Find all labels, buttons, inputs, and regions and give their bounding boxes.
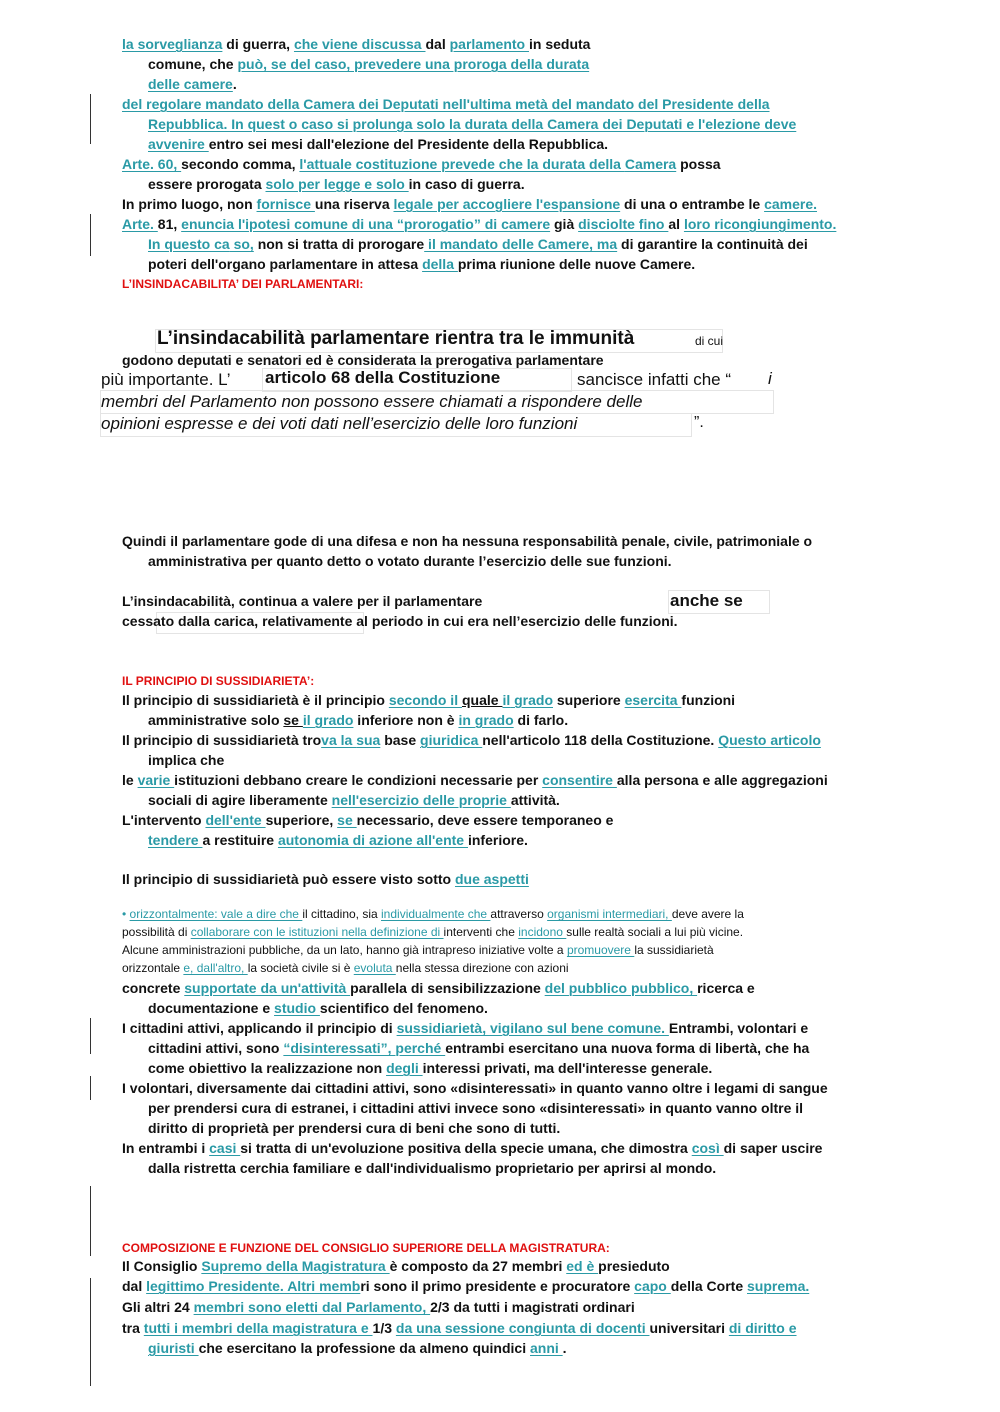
link-text[interactable]: del pubblico pubblico, [544, 980, 698, 996]
text-line [122, 1256, 670, 1276]
text: necessario, deve essere temporaneo e [356, 812, 614, 828]
text: anche se [670, 591, 743, 610]
link-text[interactable]: casi [209, 1140, 241, 1156]
text-line [148, 998, 488, 1018]
link-text[interactable]: così [691, 1140, 724, 1156]
link-text[interactable]: la sorveglianza [122, 36, 223, 52]
link-text[interactable]: individualmente che [381, 907, 491, 921]
text-line: diritto di proprietà per prendersi cura di beni che sono di tutti. [148, 1120, 561, 1136]
text: Il Consiglio [122, 1258, 202, 1274]
text-line: implica che [148, 752, 225, 768]
text-line [122, 1138, 822, 1158]
text: entrambi esercitano una nuova forma di libertà, che ha [445, 1040, 810, 1056]
text: superiore, [265, 812, 338, 828]
link-text[interactable]: ed è [566, 1258, 599, 1274]
link-text[interactable]: autonomia di azione all'ente [277, 832, 468, 848]
text: sociali di agire liberamente [148, 792, 332, 808]
text: essere prorogata [148, 176, 266, 192]
text-line [122, 959, 569, 977]
text: alla persona e alle aggregazioni [616, 772, 828, 788]
link-text[interactable]: so, [229, 236, 254, 252]
text-line: amministrativa per quanto detto o votato durante l’esercizio delle sue funzioni. [148, 553, 672, 569]
link-text[interactable]: anni [530, 1340, 563, 1356]
text-line [122, 810, 613, 830]
textbox-heading: L’insindacabilità parlamentare rientra tra le immunità [157, 328, 635, 349]
text: poteri dell'organo parlamentare in attesa [148, 256, 423, 272]
text-line [148, 74, 237, 94]
link-text[interactable]: evoluta [353, 961, 396, 975]
text: parallela di sensibilizzazione [350, 980, 545, 996]
link-text[interactable]: dell'ente [205, 812, 266, 828]
text: il cittadino, sia [302, 907, 382, 921]
link-text[interactable]: Supremo della Magistratura [201, 1258, 390, 1274]
text: secondo comma, [181, 156, 300, 172]
text: della Corte [670, 1278, 747, 1294]
text: funzioni [681, 692, 736, 708]
text-line [122, 214, 836, 234]
text-line [122, 194, 817, 214]
text: come obiettivo la realizzazione non [148, 1060, 387, 1076]
text-line [122, 1297, 635, 1317]
link-text[interactable]: legale per accogliere l'espansione [393, 196, 621, 212]
text: la società civile si è [247, 961, 354, 975]
text-line [122, 730, 821, 750]
revision-bar [90, 1076, 91, 1100]
text: di guerra, [222, 36, 294, 52]
link-text[interactable]: può, se del caso, prevedere una proroga della durata [237, 56, 590, 72]
link-text[interactable]: grado [510, 692, 553, 708]
section-heading: L’INSINDACABILITA’ DEI PARLAMENTARI: [122, 277, 364, 291]
text-line [122, 690, 735, 710]
link-text[interactable]: parlamento [449, 36, 529, 52]
link-text[interactable]: giuristi [148, 1340, 199, 1356]
text: In primo luogo, non [122, 196, 257, 212]
text: orizzontale [122, 961, 184, 975]
quote-text: opinioni espresse e dei voti dati nell’esercizio delle loro funzioni [101, 414, 578, 433]
text: i [768, 369, 772, 388]
text: la sussidiarietà [634, 943, 714, 957]
link-text[interactable]: delle camere [148, 76, 233, 92]
link-text[interactable]: Repubblica. In quest o caso si prolunga solo la durata della Camera dei Deputati e l'elezione deve [148, 116, 797, 132]
text: deve avere la [671, 907, 744, 921]
text: che esercitano la professione da almeno quindici [198, 1340, 530, 1356]
link-text[interactable]: promuovere [566, 943, 635, 957]
link-text[interactable]: tutti i membri della magistratura e [143, 1320, 373, 1336]
revision-bar [90, 1278, 91, 1386]
text-line [122, 941, 714, 959]
text-line [148, 1038, 809, 1058]
text: di una o entrambe le [620, 196, 765, 212]
text: possibilità di [122, 925, 191, 939]
text: di saper uscire [723, 1140, 823, 1156]
text: Alcune amministrazioni pubbliche, da un lato, hanno già intrapreso iniziative volte a [122, 943, 567, 957]
text: In entrambi i [122, 1140, 210, 1156]
text: presieduto [598, 1258, 670, 1274]
text: dal [122, 1278, 147, 1294]
text: in seduta [528, 36, 591, 52]
text: Il principio di sussidiarietà può essere visto sotto [122, 871, 455, 887]
text-line [122, 869, 529, 889]
text: una riserva [314, 196, 394, 212]
text-line [122, 1018, 808, 1038]
text: base [380, 732, 421, 748]
link-text[interactable]: varie [137, 772, 175, 788]
link-text[interactable]: il mandato delle Camere, ma [424, 236, 618, 252]
text-line: per prendersi cura di estranei, i cittadini attivi invece sono «disinteressati» in quanto vanno oltre il [148, 1100, 804, 1116]
link-text[interactable]: sussidiarietà, vigilano sul bene comune. [396, 1020, 669, 1036]
link-text[interactable]: nell'esercizio delle proprie [331, 792, 511, 808]
text-line: Quindi il parlamentare gode di una difesa e non ha nessuna responsabilità penale, civile, patrimoniale o [122, 533, 813, 549]
text: prima riunione delle nuove Camere. [457, 256, 696, 272]
text-line: dalla ristretta cerchia familiare e dall'individualismo proprietario per aprirsi al mondo. [148, 1160, 717, 1176]
link-text[interactable]: esercita [624, 692, 682, 708]
text: ri sono il primo presidente e procuratore [360, 1278, 635, 1294]
link-text[interactable]: Questo articolo [718, 732, 821, 748]
link-text[interactable]: loro ricongiungimento. [683, 216, 837, 232]
link-text[interactable]: organismi intermediari, [547, 907, 672, 921]
link-text[interactable]: di diritto e [728, 1320, 797, 1336]
text: Il principio di sussidiarietà è il principio [122, 692, 389, 708]
link-text[interactable]: da una sessione congiunta di docenti [395, 1320, 650, 1336]
link-text[interactable]: giuridica [420, 732, 483, 748]
text-line [148, 1058, 712, 1078]
link-text[interactable]: che viene discussa [293, 36, 426, 52]
text-line: cessato dalla carica, relativamente al periodo in cui era nell’esercizio delle funzioni. [122, 613, 678, 629]
text: articolo 68 della Costituzione [265, 368, 501, 387]
link-text[interactable]: capo [634, 1278, 671, 1294]
text-line [148, 114, 796, 134]
link-text[interactable]: collaborare con le istituzioni nella definizione di [190, 925, 444, 939]
text: I cittadini attivi, applicando il principio di [122, 1020, 397, 1036]
text: amministrative solo [148, 712, 284, 728]
text: 81, [157, 216, 182, 232]
link-text[interactable]: va la [321, 732, 357, 748]
link-text[interactable]: tendere [148, 832, 203, 848]
link-text[interactable]: Arte. 60, [122, 156, 182, 172]
text: entro sei mesi dall'elezione del Presidente della Repubblica. [208, 136, 609, 152]
revision-bar [90, 214, 91, 256]
link-text[interactable]: del regolare mandato della Camera dei Deputati nell'ultima metà del mandato del Presidente della [122, 96, 770, 112]
text: interessi privati, ma dell'interesse generale. [422, 1060, 713, 1076]
text: istituzioni debbano creare le condizioni necessarie per [174, 772, 543, 788]
link-text[interactable]: se [337, 812, 357, 828]
text-line [122, 34, 590, 54]
text: interventi che [443, 925, 519, 939]
text: Il principio di sussidiarietà tro [122, 732, 322, 748]
link-text[interactable]: supportate da un'attività [184, 980, 351, 996]
link-text[interactable]: “disinteressati”, perché [283, 1040, 446, 1056]
text: più importante. L’ [101, 370, 231, 389]
link-text[interactable]: Arte. [122, 216, 158, 232]
text: universitari [649, 1320, 729, 1336]
text-line [122, 1276, 809, 1296]
text: nella stessa direzione con azioni [395, 961, 569, 975]
text-line [148, 254, 695, 274]
link-text[interactable]: camere. [764, 196, 818, 212]
text: dal [425, 36, 450, 52]
text: 2/3 da tutti i magistrati ordinari [430, 1299, 635, 1315]
text-line: godono deputati e senatori ed è considerata la prerogativa parlamentare [122, 352, 604, 368]
text: ricerca e [697, 980, 755, 996]
text: di cui [695, 334, 724, 348]
text: cittadini attivi, sono [148, 1040, 284, 1056]
text: possa [676, 156, 721, 172]
link-text[interactable]: consentire [542, 772, 617, 788]
text: al [668, 216, 684, 232]
text: quale [461, 692, 503, 708]
link-text[interactable]: due aspetti [454, 871, 529, 887]
link-text[interactable]: suprema. [747, 1278, 810, 1294]
link-text[interactable]: degli [386, 1060, 423, 1076]
revision-bar [90, 1018, 91, 1054]
text: le [122, 772, 138, 788]
text: ”. [694, 414, 704, 431]
link-text[interactable]: avvenire [148, 136, 209, 152]
text-line [148, 830, 528, 850]
link-text[interactable]: secondo il [388, 692, 462, 708]
link-text[interactable]: e, dall'altro, [183, 961, 248, 975]
link-text[interactable]: orizzontalmente: vale a dire che [129, 907, 303, 921]
text-line: I volontari, diversamente dai cittadini attivi, sono «disinteressati» in quanto vanno oltre i legami di sangue [122, 1080, 828, 1096]
text: documentazione e [148, 1000, 275, 1016]
text-line [148, 234, 808, 254]
text: non si tratta di prorogare [253, 236, 425, 252]
link-text[interactable]: disciolte fino [578, 216, 669, 232]
section-heading: IL PRINCIPIO DI SUSSIDIARIETA’: [122, 674, 315, 688]
link-text[interactable]: legittimo Presidente. Altri memb [146, 1278, 361, 1294]
link-text[interactable]: enuncia l'ipotesi comune di una “prorogatio” di camere [181, 216, 551, 232]
link-text[interactable]: sua [356, 732, 381, 748]
text: concrete [122, 980, 185, 996]
text: Entrambi, volontari e [668, 1020, 809, 1036]
text-line [122, 154, 721, 174]
text: si tratta di un'evoluzione positiva della specie umana, che dimostra [240, 1140, 692, 1156]
text: a restituire [202, 832, 278, 848]
text-line [148, 54, 589, 74]
text: inferiore non è [353, 712, 459, 728]
text: sancisce infatti che “ [577, 370, 732, 389]
text: è composto da 27 membri [389, 1258, 567, 1274]
text: . [232, 76, 237, 92]
section-heading: COMPOSIZIONE E FUNZIONE DEL CONSIGLIO SUPERIORE DELLA MAGISTRATURA: [122, 1241, 610, 1255]
text: Gli altri 24 [122, 1299, 194, 1315]
text-line [122, 923, 743, 941]
link-text[interactable]: della [422, 256, 458, 272]
text-line [122, 770, 828, 790]
text: scientifico del fenomeno. [319, 1000, 488, 1016]
text: in caso di guerra. [408, 176, 525, 192]
link-text[interactable]: membri sono eletti dal Parlamento, [193, 1299, 431, 1315]
link-text[interactable]: studio [274, 1000, 320, 1016]
text: L'intervento [122, 812, 206, 828]
revision-bar [90, 94, 91, 144]
link-text[interactable]: incidono [518, 925, 567, 939]
text: di garantire la continuità dei [617, 236, 808, 252]
link-text[interactable]: fornisce [256, 196, 315, 212]
text: attività. [510, 792, 560, 808]
text-line [148, 1338, 567, 1358]
text-line [122, 905, 744, 923]
link-text[interactable]: il [502, 692, 511, 708]
text-line [122, 1318, 797, 1338]
text-line [122, 94, 770, 114]
link-text[interactable]: solo per legge e solo [265, 176, 409, 192]
link-text[interactable]: In questo ca [148, 236, 230, 252]
text: comune, che [148, 56, 238, 72]
link-text[interactable]: Camera [624, 156, 677, 172]
text-line: L’insindacabilità, continua a valere per il parlamentare [122, 593, 483, 609]
text: superiore [553, 692, 625, 708]
text: tra [122, 1320, 144, 1336]
text: attraverso [490, 907, 548, 921]
text: . [562, 1340, 567, 1356]
text-line [122, 978, 755, 998]
text-line [148, 174, 525, 194]
quote-text: membri del Parlamento non possono essere chiamati a rispondere delle [101, 392, 643, 411]
text: sulle realtà sociali a lui più vicine. [566, 925, 744, 939]
text: 1/3 [372, 1320, 396, 1336]
text: inferiore. [467, 832, 528, 848]
text-line [148, 710, 568, 730]
text: se [283, 712, 303, 728]
link-text[interactable]: l'attuale costituzione prevede che la durata della [299, 156, 625, 172]
text: di farlo. [513, 712, 569, 728]
bullet: • [122, 907, 130, 921]
text-line [148, 790, 560, 810]
revision-bar [90, 1186, 91, 1256]
text: già [550, 216, 579, 232]
text-line [148, 134, 608, 154]
link-text[interactable]: il grado [302, 712, 354, 728]
text: nell'articolo 118 della Costituzione. [482, 732, 719, 748]
link-text[interactable]: in grado [458, 712, 514, 728]
